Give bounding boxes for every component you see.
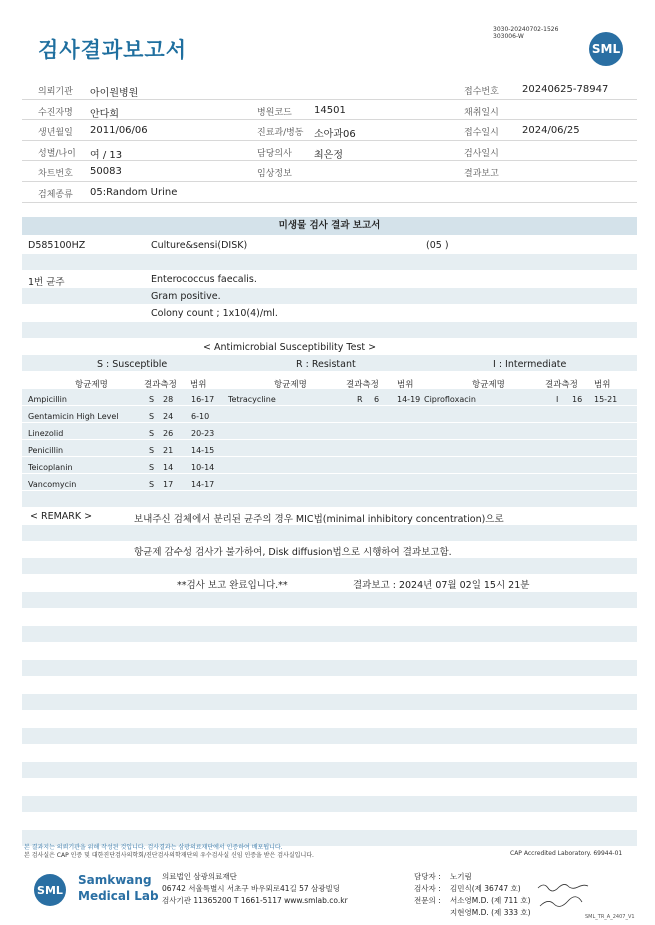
row-band xyxy=(22,728,637,744)
organism-line: Gram positive. xyxy=(151,291,221,302)
test-number: (05 ) xyxy=(426,240,449,251)
staff-name: 김민식(제 36747 호) xyxy=(450,884,521,893)
org-name: 의료법인 삼광의료재단 xyxy=(162,872,237,881)
drug-zone-value: 24 xyxy=(163,412,174,421)
info-value: 최은정 xyxy=(314,149,343,161)
footer-notice: 본 결과지는 의뢰기관을 위해 작성된 것입니다. 검사결과는 삼광의료재단에서 인증하여 배포됩니다. xyxy=(24,844,283,851)
drug-zone-value: 26 xyxy=(163,429,174,438)
info-row xyxy=(22,79,637,100)
remark-text: 항균제 감수성 검사가 불가하여, Disk diffusion법으로 시행하여 결과보고함. xyxy=(134,547,452,558)
drug-interpretation: I xyxy=(556,395,559,404)
col-header-result: 결과측정 xyxy=(144,380,177,390)
info-row xyxy=(22,182,637,203)
row-band xyxy=(22,322,637,338)
info-value: 여 / 13 xyxy=(90,149,123,161)
drug-range: 10-14 xyxy=(191,463,215,472)
info-label: 결과보고 xyxy=(464,169,499,180)
row-band xyxy=(22,796,637,812)
signature-image xyxy=(536,880,592,910)
row-band xyxy=(22,525,637,541)
info-value: 2011/06/06 xyxy=(90,125,148,137)
col-header-range: 범위 xyxy=(594,380,611,390)
drug-zone-value: 17 xyxy=(163,480,174,489)
brand-name: Samkwang xyxy=(78,873,152,887)
col-header-result: 결과측정 xyxy=(346,380,379,390)
remark-text: 보내주신 검체에서 분리된 균주의 경우 MIC법(minimal inhibitory concentration)으로 xyxy=(134,514,504,525)
legend-susceptible: S : Susceptible xyxy=(97,359,168,370)
organism-line: Enterococcus faecalis. xyxy=(151,274,257,285)
info-label: 수진자명 xyxy=(38,107,73,118)
info-label: 진료과/병동 xyxy=(257,128,304,139)
info-label: 생년월일 xyxy=(38,128,73,139)
row-band xyxy=(22,457,637,473)
report-complete: **검사 보고 완료입니다.** xyxy=(177,580,288,591)
drug-range: 6-10 xyxy=(191,412,210,421)
patient-info-table xyxy=(22,79,637,203)
info-row xyxy=(22,120,637,141)
form-code: SML_TR_A_2407_V1 xyxy=(585,914,635,920)
legend-resistant: R : Resistant xyxy=(296,359,356,370)
row-band xyxy=(22,762,637,778)
page-title: 검사결과보고서 xyxy=(38,38,188,62)
info-value: 20240625-78947 xyxy=(522,84,609,95)
drug-interpretation: S xyxy=(149,429,155,438)
legend-intermediate: I : Intermediate xyxy=(493,359,567,370)
info-value: 소아과06 xyxy=(314,129,356,141)
drug-name: Vancomycin xyxy=(28,480,77,489)
row-band xyxy=(22,660,637,676)
drug-interpretation: S xyxy=(149,480,155,489)
info-label: 병원코드 xyxy=(257,107,292,118)
row-band xyxy=(22,474,637,490)
info-label: 채취일시 xyxy=(464,107,499,118)
drug-range: 14-15 xyxy=(191,446,215,455)
info-value: 50083 xyxy=(90,166,122,178)
row-band xyxy=(22,440,637,456)
drug-name: Tetracycline xyxy=(228,395,276,404)
info-value: 14501 xyxy=(314,104,346,116)
info-label: 성별/나이 xyxy=(38,148,76,159)
org-address: 06742 서울특별시 서초구 바우뫼로41길 57 삼광빌딩 xyxy=(162,884,341,893)
staff-role: 검사자 : xyxy=(414,884,441,893)
row-band xyxy=(22,694,637,710)
col-header-drug: 항균제명 xyxy=(472,380,505,390)
row-band xyxy=(22,491,637,507)
drug-name: Penicillin xyxy=(28,446,64,455)
col-header-drug: 항균제명 xyxy=(274,380,307,390)
col-header-range: 범위 xyxy=(190,380,207,390)
cap-accreditation: CAP Accredited Laboratory. 69944-01 xyxy=(510,850,623,857)
info-label: 검체종류 xyxy=(38,189,73,200)
info-value: 2024/06/25 xyxy=(522,125,580,137)
footer-sml-logo: SML xyxy=(34,874,66,906)
row-band xyxy=(22,254,637,270)
info-label: 임상정보 xyxy=(257,169,292,180)
col-header-drug: 항균제명 xyxy=(75,380,108,390)
staff-name: 노기림 xyxy=(450,872,472,881)
drug-name: Teicoplanin xyxy=(28,463,73,472)
sml-logo: SML xyxy=(589,32,623,66)
info-label: 의뢰기관 xyxy=(38,87,73,97)
drug-interpretation: S xyxy=(149,463,155,472)
drug-interpretation: R xyxy=(357,395,363,404)
staff-role: 전문의 : xyxy=(414,896,441,905)
test-code: D585100HZ xyxy=(28,240,86,251)
drug-range: 20-23 xyxy=(191,429,215,438)
drug-name: Ampicillin xyxy=(28,395,67,404)
col-header-result: 결과측정 xyxy=(545,380,578,390)
col-header-range: 범위 xyxy=(397,380,414,390)
info-value: 05:Random Urine xyxy=(90,186,178,198)
staff-name: 지현영M.D. (제 333 호) xyxy=(450,908,531,917)
row-band xyxy=(22,558,637,574)
organism-label: 1번 균주 xyxy=(28,277,65,288)
info-label: 접수번호 xyxy=(464,87,499,97)
row-band xyxy=(22,592,637,608)
report-section-title: 미생물 검사 결과 보고서 xyxy=(22,217,637,235)
drug-name: Gentamicin High Level xyxy=(28,412,119,421)
drug-interpretation: S xyxy=(149,412,155,421)
drug-range: 16-17 xyxy=(191,395,215,404)
info-row xyxy=(22,161,637,182)
drug-zone-value: 6 xyxy=(374,395,380,404)
info-label: 접수일시 xyxy=(464,128,499,139)
info-value: 아이원병원 xyxy=(90,88,139,99)
row-band xyxy=(22,423,637,439)
info-label: 차트번호 xyxy=(38,169,73,180)
row-band xyxy=(22,626,637,642)
info-value: 안다희 xyxy=(90,108,119,120)
remark-label: < REMARK > xyxy=(30,511,93,522)
drug-interpretation: S xyxy=(149,395,155,404)
info-row xyxy=(22,100,637,121)
row-band xyxy=(22,389,637,405)
info-row xyxy=(22,141,637,162)
report-time: 결과보고 : 2024년 07월 02일 15시 21분 xyxy=(353,580,530,591)
drug-zone-value: 14 xyxy=(163,463,174,472)
brand-name: Medical Lab xyxy=(78,889,159,903)
ast-title: < Antimicrobial Susceptibility Test > xyxy=(203,342,377,353)
drug-range: 14-17 xyxy=(191,480,215,489)
info-label: 담당의사 xyxy=(257,148,292,159)
drug-zone-value: 16 xyxy=(572,395,583,404)
staff-role: 담당자 : xyxy=(414,872,441,881)
drug-range: 15-21 xyxy=(594,395,618,404)
row-band xyxy=(22,288,637,304)
drug-interpretation: S xyxy=(149,446,155,455)
org-contact: 검사기관 11365200 T 1661-5117 www.smlab.co.kr xyxy=(162,896,348,905)
drug-zone-value: 21 xyxy=(163,446,174,455)
organism-line: Colony count ; 1x10(4)/ml. xyxy=(151,308,278,319)
footer-notice: 본 검사실은 CAP 인증 및 대한진단검사의학회/진단검사의학재단의 우수검사실 신임 인증을 받은 검사실입니다. xyxy=(24,852,314,859)
drug-name: Ciprofloxacin xyxy=(424,395,476,404)
drug-zone-value: 28 xyxy=(163,395,174,404)
document-code: 3030-20240702-1526 303006-W xyxy=(493,26,559,40)
test-name: Culture&sensi(DISK) xyxy=(151,240,248,251)
info-label: 검사일시 xyxy=(464,148,499,159)
drug-name: Linezolid xyxy=(28,429,64,438)
staff-name: 서소영M.D. (제 711 호) xyxy=(450,896,531,905)
drug-range: 14-19 xyxy=(397,395,421,404)
